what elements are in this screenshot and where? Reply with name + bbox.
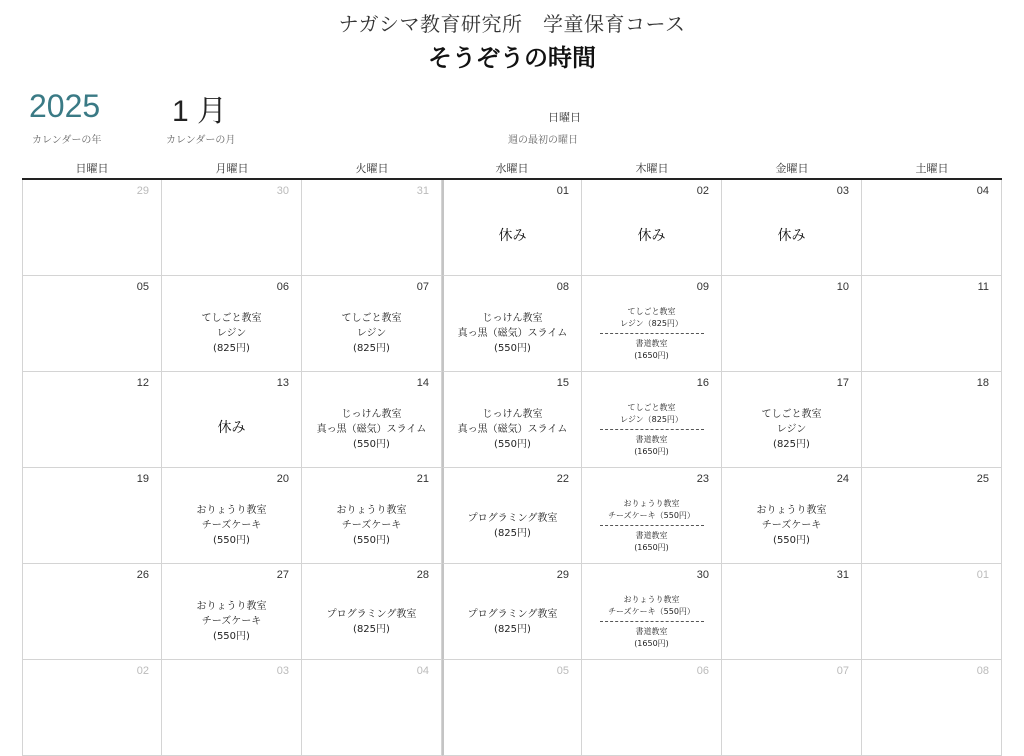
- day-events: [722, 492, 861, 559]
- calendar-day-cell[interactable]: [22, 372, 162, 468]
- day-events: [582, 300, 721, 367]
- calendar-day-cell[interactable]: [22, 660, 162, 756]
- event-detail: チーズケーキ: [201, 616, 262, 627]
- calendar-day-cell[interactable]: [162, 276, 302, 372]
- day-events: [302, 588, 441, 655]
- event-item[interactable]: [608, 594, 695, 618]
- event-class-name: プログラミング教室: [467, 608, 558, 620]
- event-item[interactable]: [197, 599, 267, 644]
- day-number: 29: [556, 569, 569, 581]
- event-detail: (825円): [494, 527, 531, 539]
- calendar-day-cell[interactable]: [582, 276, 722, 372]
- calendar-day-cell[interactable]: [442, 564, 582, 660]
- calendar-day-cell[interactable]: [582, 660, 722, 756]
- day-events: [444, 396, 581, 463]
- event-detail: (550円): [213, 631, 250, 642]
- day-events: [722, 204, 861, 271]
- event-detail: (550円): [213, 535, 250, 546]
- weekday-monday: 月曜日: [215, 162, 249, 175]
- day-number: 02: [696, 185, 709, 197]
- event-item[interactable]: [634, 338, 669, 362]
- event-item[interactable]: [608, 498, 695, 522]
- day-number: 31: [416, 185, 429, 197]
- calendar-day-cell[interactable]: [302, 372, 442, 468]
- day-number: 22: [556, 473, 569, 485]
- day-events: [162, 300, 301, 367]
- day-events: [444, 204, 581, 271]
- year-value[interactable]: 2025: [29, 88, 101, 124]
- calendar-day-cell[interactable]: [302, 276, 442, 372]
- start-day-label: 週の最初の曜日: [508, 135, 578, 146]
- event-class-name: おりょうり教室: [196, 505, 267, 516]
- event-detail: (550円): [353, 439, 390, 450]
- day-number: 17: [836, 377, 849, 389]
- day-number: 25: [976, 473, 989, 485]
- event-item[interactable]: [342, 311, 402, 356]
- event-class-name: 書道教室: [635, 434, 668, 444]
- event-divider: [600, 333, 704, 334]
- event-detail: (550円): [353, 535, 390, 546]
- day-events: [162, 396, 301, 463]
- day-number: 30: [696, 569, 709, 581]
- event-detail: (550円): [494, 343, 531, 354]
- day-number: 03: [836, 185, 849, 197]
- day-events: [582, 396, 721, 463]
- day-number: 31: [836, 569, 849, 581]
- day-number: 15: [556, 377, 569, 389]
- event-class-name: 書道教室: [635, 530, 668, 540]
- calendar-day-cell[interactable]: [862, 180, 1002, 276]
- weekday-thursday: 木曜日: [635, 162, 669, 175]
- calendar-day-cell[interactable]: [582, 468, 722, 564]
- calendar-day-cell[interactable]: [722, 564, 862, 660]
- event-detail: (825円): [353, 343, 390, 354]
- page-title: そうぞうの時間: [428, 44, 596, 72]
- calendar-day-cell[interactable]: [582, 564, 722, 660]
- weekday-tuesday: 火曜日: [355, 162, 389, 175]
- day-number: 30: [276, 185, 289, 197]
- day-number: 07: [836, 665, 849, 677]
- day-number: 07: [416, 281, 429, 293]
- event-detail: レジン（825円）: [620, 318, 683, 328]
- event-item[interactable]: [317, 407, 427, 452]
- event-class-name: 書道教室: [635, 338, 668, 348]
- event-detail: 真っ黒（磁気）スライム: [457, 328, 568, 339]
- event-class-name: じっけん教室: [482, 313, 543, 324]
- calendar-day-cell[interactable]: [162, 468, 302, 564]
- calendar-day-cell[interactable]: [722, 372, 862, 468]
- weekday-sunday: 日曜日: [75, 162, 109, 175]
- day-number: 14: [416, 377, 429, 389]
- event-class-name: おりょうり教室: [623, 498, 680, 508]
- event-item[interactable]: [634, 626, 669, 650]
- calendar-day-cell[interactable]: [722, 180, 862, 276]
- weekday-header: [22, 162, 1002, 180]
- day-number: 16: [696, 377, 709, 389]
- calendar-day-cell[interactable]: [22, 564, 162, 660]
- holiday-label: 休み: [777, 227, 806, 244]
- event-detail: チーズケーキ（550円）: [608, 510, 695, 520]
- month-value[interactable]: 1 月: [172, 95, 228, 128]
- calendar-day-cell[interactable]: [442, 180, 582, 276]
- day-number: 24: [836, 473, 849, 485]
- event-item[interactable]: [620, 402, 683, 426]
- event-detail: 真っ黒（磁気）スライム: [457, 424, 568, 435]
- calendar-day-cell[interactable]: [302, 660, 442, 756]
- calendar-day-cell[interactable]: [582, 372, 722, 468]
- event-detail: (825円): [773, 439, 810, 450]
- weekday-friday: 金曜日: [775, 162, 809, 175]
- event-detail: (550円): [494, 439, 531, 450]
- day-events: [722, 396, 861, 463]
- day-events: [162, 588, 301, 655]
- day-number: 08: [976, 665, 989, 677]
- event-item[interactable]: [197, 503, 267, 548]
- event-item[interactable]: [757, 503, 827, 548]
- calendar-day-cell[interactable]: [162, 564, 302, 660]
- day-number: 26: [136, 569, 149, 581]
- calendar-grid: [22, 180, 1002, 756]
- event-class-name: プログラミング教室: [326, 608, 417, 620]
- day-events: [302, 396, 441, 463]
- event-class-name: てしごと教室: [627, 306, 676, 316]
- event-class-name: てしごと教室: [341, 313, 402, 324]
- calendar-day-cell[interactable]: [862, 564, 1002, 660]
- event-detail: チーズケーキ: [341, 520, 402, 531]
- day-number: 01: [976, 569, 989, 581]
- day-number: 29: [136, 185, 149, 197]
- event-detail: レジン: [216, 328, 247, 339]
- weekday-wednesday: 水曜日: [495, 162, 529, 175]
- event-detail: レジン: [776, 424, 807, 435]
- day-number: 08: [556, 281, 569, 293]
- event-class-name: おりょうり教室: [756, 505, 827, 516]
- day-number: 12: [136, 377, 149, 389]
- event-item[interactable]: [620, 306, 683, 330]
- calendar-day-cell[interactable]: [862, 276, 1002, 372]
- event-detail: (825円): [494, 623, 531, 635]
- calendar-day-cell[interactable]: [22, 180, 162, 276]
- event-class-name: おりょうり教室: [336, 505, 407, 516]
- event-detail: 真っ黒（磁気）スライム: [316, 424, 427, 435]
- day-number: 28: [416, 569, 429, 581]
- day-number: 27: [276, 569, 289, 581]
- event-class-name: 書道教室: [635, 626, 668, 636]
- event-detail: (1650円): [634, 446, 669, 456]
- day-events: [162, 492, 301, 559]
- event-item[interactable]: [337, 503, 407, 548]
- calendar-day-cell[interactable]: [162, 180, 302, 276]
- event-detail: レジン: [356, 328, 387, 339]
- event-detail: チーズケーキ: [761, 520, 822, 531]
- calendar-day-cell[interactable]: [302, 564, 442, 660]
- event-detail: (1650円): [634, 542, 669, 552]
- day-events: [444, 588, 581, 655]
- event-item[interactable]: [327, 607, 417, 637]
- day-number: 11: [977, 281, 989, 293]
- organization-title: ナガシマ教育研究所 学童保育コース: [338, 12, 686, 36]
- event-class-name: てしごと教室: [761, 409, 822, 420]
- day-number: 10: [836, 281, 849, 293]
- day-events: [444, 300, 581, 367]
- start-day-value[interactable]: 日曜日: [548, 111, 581, 124]
- day-events: [302, 492, 441, 559]
- event-detail: レジン（825円）: [620, 414, 683, 424]
- day-events: [582, 492, 721, 559]
- day-events: [302, 300, 441, 367]
- day-events: [582, 588, 721, 655]
- calendar-day-cell[interactable]: [442, 372, 582, 468]
- event-detail: チーズケーキ: [201, 520, 262, 531]
- holiday-label: 休み: [217, 419, 246, 436]
- day-number: 03: [276, 665, 289, 677]
- event-divider: [600, 429, 704, 430]
- event-class-name: てしごと教室: [201, 313, 262, 324]
- day-number: 18: [976, 377, 989, 389]
- weekday-saturday: 土曜日: [915, 162, 949, 175]
- calendar-day-cell[interactable]: [162, 660, 302, 756]
- event-detail: (825円): [213, 343, 250, 354]
- day-events: [444, 492, 581, 559]
- event-class-name: おりょうり教室: [196, 601, 267, 612]
- event-divider: [600, 525, 704, 526]
- event-class-name: じっけん教室: [341, 409, 402, 420]
- event-detail: (550円): [773, 535, 810, 546]
- event-detail: チーズケーキ（550円）: [608, 606, 695, 616]
- calendar-day-cell[interactable]: [302, 468, 442, 564]
- calendar-day-cell[interactable]: [862, 660, 1002, 756]
- day-number: 23: [696, 473, 709, 485]
- event-class-name: プログラミング教室: [467, 512, 558, 524]
- calendar-day-cell[interactable]: [442, 276, 582, 372]
- event-item[interactable]: [468, 607, 558, 637]
- day-number: 02: [136, 665, 149, 677]
- event-class-name: じっけん教室: [482, 409, 543, 420]
- day-number: 04: [416, 665, 429, 677]
- day-number: 05: [556, 665, 569, 677]
- event-detail: (1650円): [634, 638, 669, 648]
- calendar-day-cell[interactable]: [722, 660, 862, 756]
- day-number: 09: [696, 281, 709, 293]
- day-number: 19: [136, 473, 149, 485]
- calendar-day-cell[interactable]: [442, 468, 582, 564]
- calendar-day-cell[interactable]: [302, 180, 442, 276]
- event-divider: [600, 621, 704, 622]
- calendar-day-cell[interactable]: [862, 468, 1002, 564]
- year-label: カレンダーの年: [32, 135, 102, 146]
- event-item[interactable]: [458, 407, 568, 452]
- event-item[interactable]: [634, 434, 669, 458]
- event-item[interactable]: [202, 311, 262, 356]
- event-item[interactable]: [468, 511, 558, 541]
- event-item[interactable]: [634, 530, 669, 554]
- month-label: カレンダーの月: [166, 135, 236, 146]
- calendar-day-cell[interactable]: [722, 276, 862, 372]
- day-number: 04: [976, 185, 989, 197]
- calendar-day-cell[interactable]: [582, 180, 722, 276]
- calendar-day-cell[interactable]: [862, 372, 1002, 468]
- event-detail: (1650円): [634, 350, 669, 360]
- calendar-day-cell[interactable]: [22, 276, 162, 372]
- event-class-name: おりょうり教室: [623, 594, 680, 604]
- calendar-day-cell[interactable]: [22, 468, 162, 564]
- event-detail: (825円): [353, 623, 390, 635]
- calendar-day-cell[interactable]: [722, 468, 862, 564]
- day-number: 13: [276, 377, 289, 389]
- event-class-name: てしごと教室: [627, 402, 676, 412]
- day-number: 21: [416, 473, 429, 485]
- day-events: [582, 204, 721, 271]
- event-item[interactable]: [458, 311, 568, 356]
- holiday-label: 休み: [498, 227, 527, 244]
- day-number: 01: [556, 185, 569, 197]
- day-number: 05: [136, 281, 149, 293]
- day-number: 20: [276, 473, 289, 485]
- calendar-day-cell[interactable]: [442, 660, 582, 756]
- day-number: 06: [696, 665, 709, 677]
- event-item[interactable]: [762, 407, 822, 452]
- calendar-day-cell[interactable]: [162, 372, 302, 468]
- holiday-label: 休み: [637, 227, 666, 244]
- day-number: 06: [276, 281, 289, 293]
